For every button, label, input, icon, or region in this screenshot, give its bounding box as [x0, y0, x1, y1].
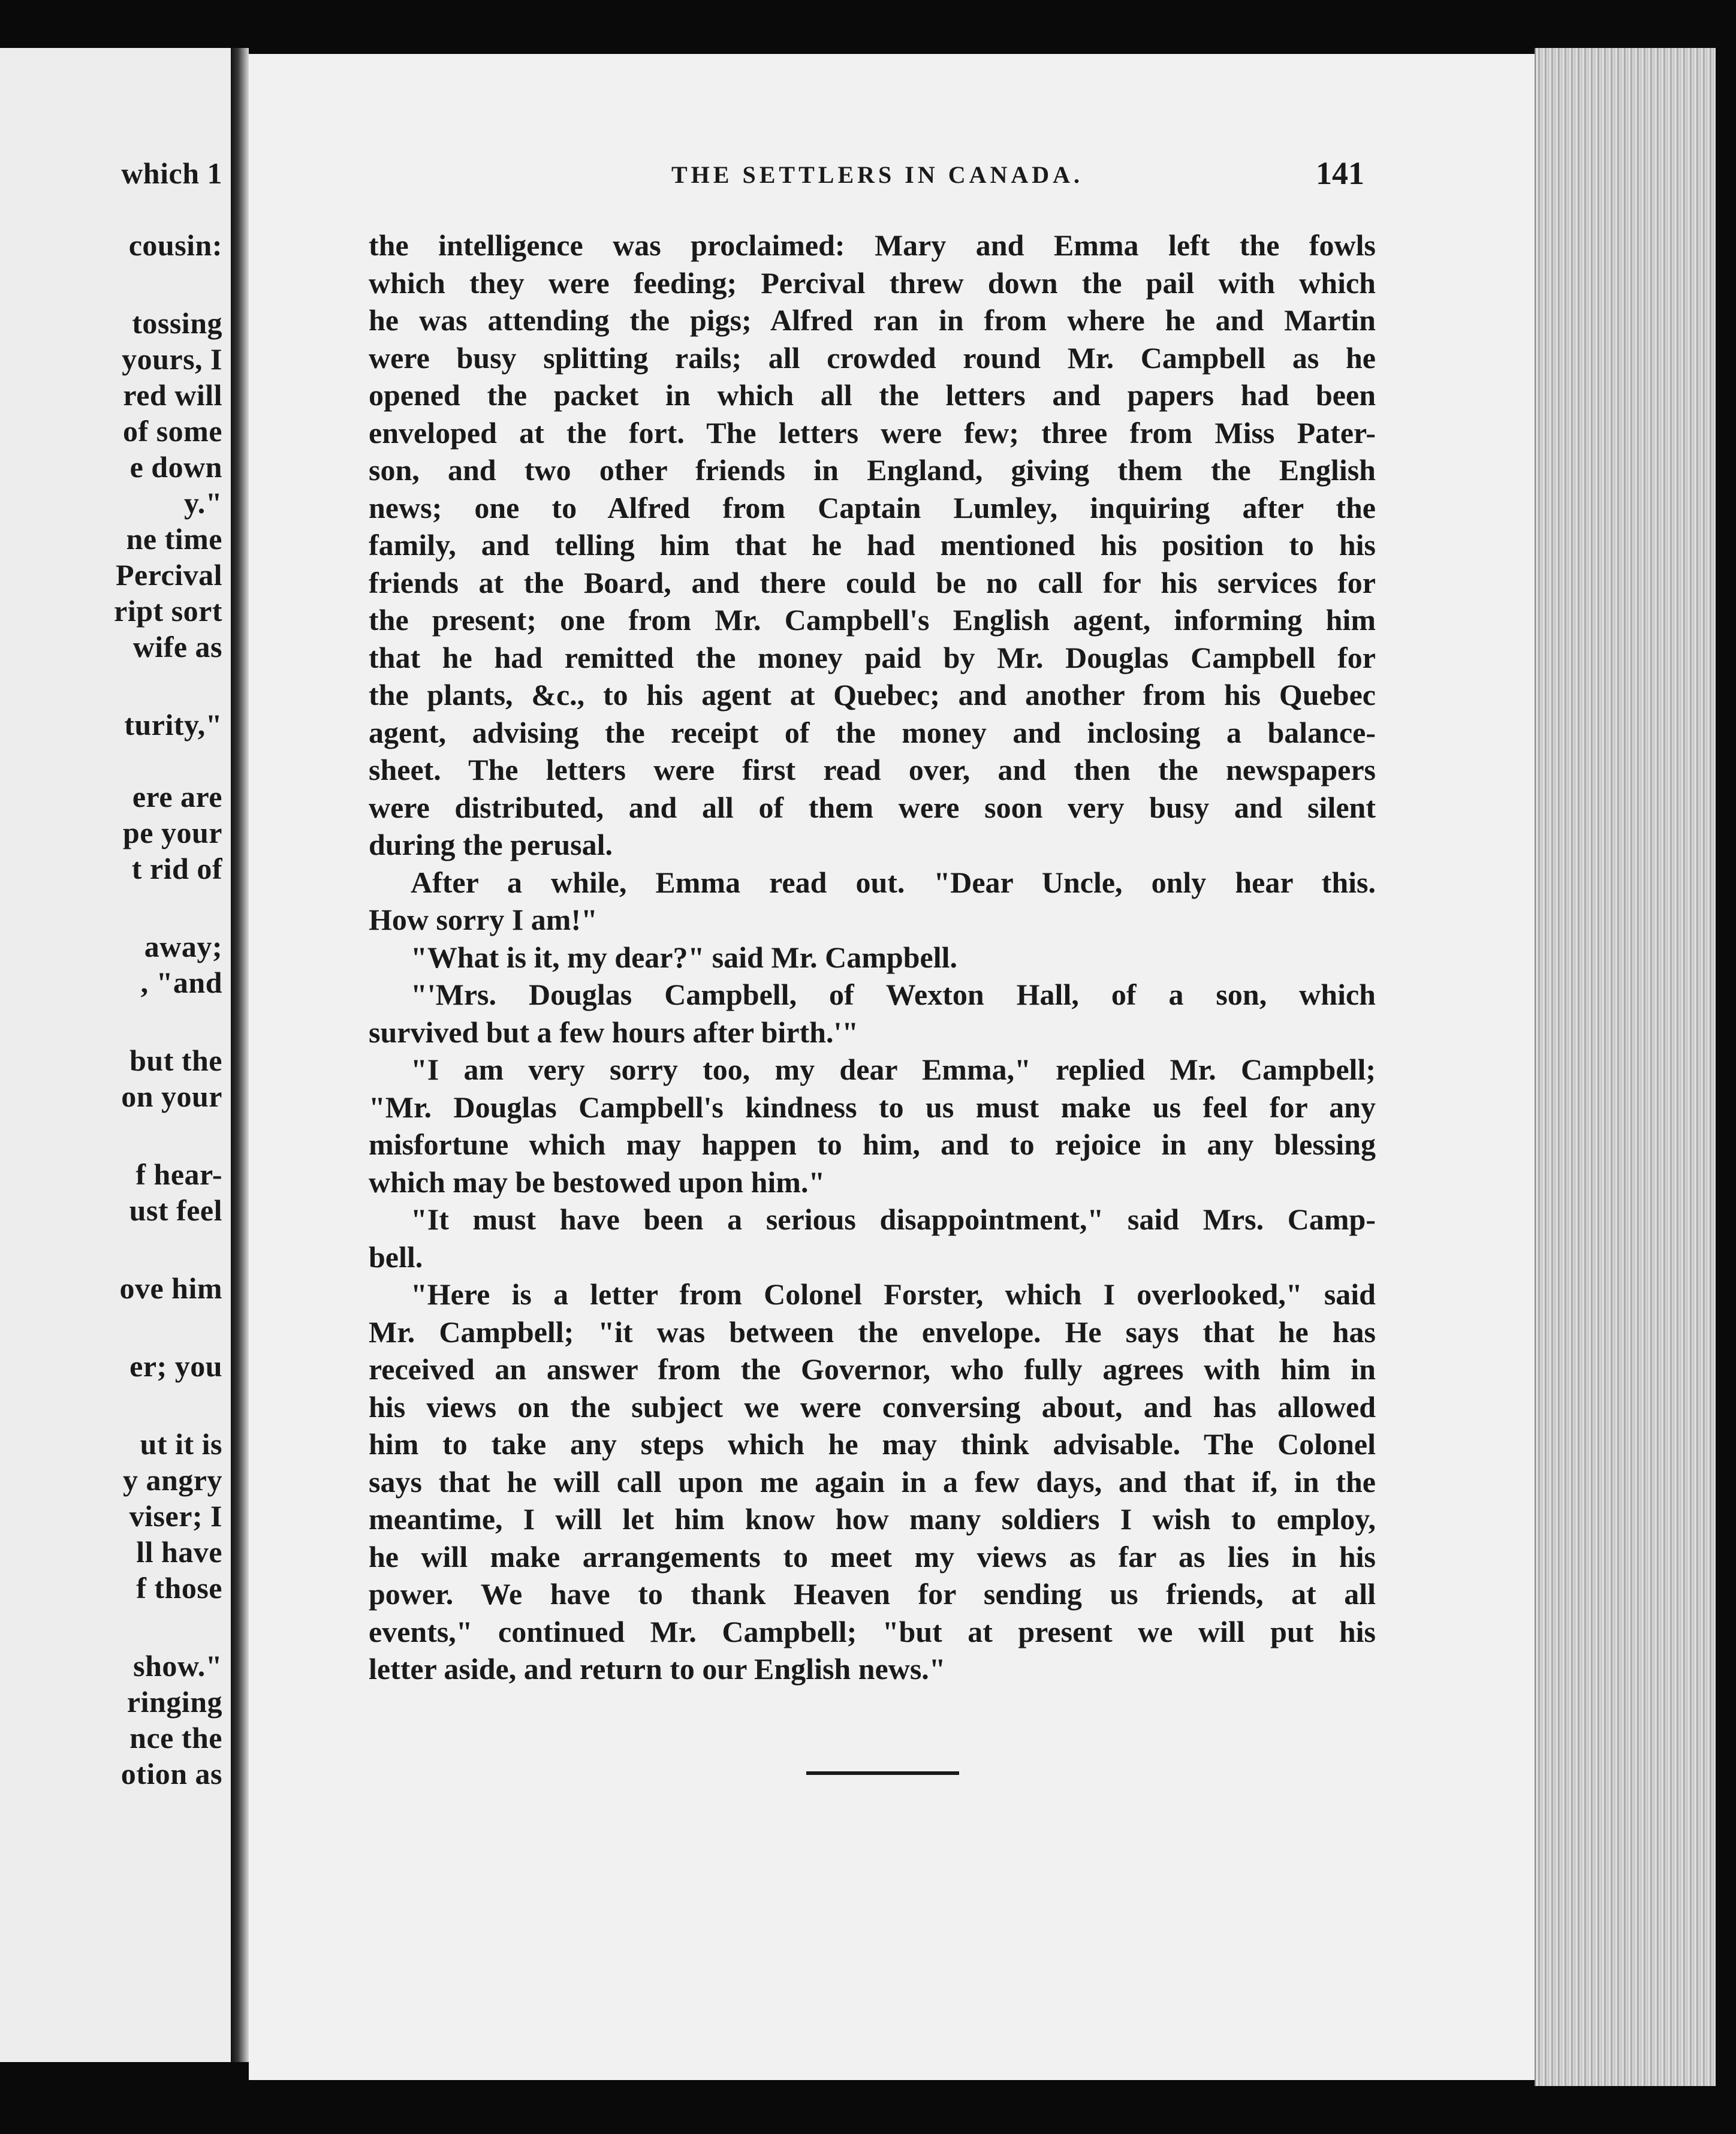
- text-line: meantime, I will let him know how many soldiers I wish to employ,: [369, 1502, 1376, 1536]
- text-line: were distributed, and all of them were soon very busy and silent: [369, 790, 1376, 824]
- running-head: THE SETTLERS IN CANADA.: [671, 161, 1084, 188]
- left-page-line: ove him: [119, 1271, 222, 1305]
- text-line: "Mr. Douglas Campbell's kindness to us must make us feel for any: [369, 1090, 1376, 1124]
- left-page-line: ringing: [126, 1685, 222, 1719]
- left-page-line: f hear-: [135, 1158, 222, 1191]
- text-line: he will make arrangements to meet my views as far as lies in his: [369, 1539, 1376, 1574]
- left-page-line: , "and: [140, 966, 222, 999]
- left-page-line: y.": [184, 486, 222, 520]
- text-line: enveloped at the fort. The letters were few; three from Miss Pater-: [369, 415, 1376, 450]
- left-page-line: otion as: [120, 1757, 222, 1791]
- left-page-line: nce the: [129, 1721, 222, 1755]
- text-line: the intelligence was proclaimed: Mary and Emma left the fowls: [369, 228, 1376, 262]
- left-page-line: f those: [136, 1571, 222, 1605]
- text-line: "'Mrs. Douglas Campbell, of Wexton Hall, of a son, which: [411, 978, 1376, 1011]
- left-page-line: of some: [123, 414, 222, 448]
- text-line: "I am very sorry too, my dear Emma," replied Mr. Campbell;: [411, 1053, 1376, 1086]
- text-line: agent, advising the receipt of the money and inclosing a balance-: [369, 715, 1376, 749]
- left-page-line: yours, I: [122, 342, 222, 376]
- left-page-line: er; you: [129, 1349, 222, 1383]
- text-line: events," continued Mr. Campbell; "but at present we will put his: [369, 1614, 1376, 1648]
- text-line: he was attending the pigs; Alfred ran in from where he and Martin: [369, 303, 1376, 337]
- text-line: during the perusal.: [369, 828, 613, 861]
- left-page-line: on your: [121, 1080, 222, 1113]
- left-page-line: ere are: [132, 780, 222, 813]
- text-line: received an answer from the Governor, who fully agrees with him in: [369, 1352, 1376, 1386]
- text-line: "What is it, my dear?" said Mr. Campbell.: [411, 940, 958, 974]
- left-page-line: Percival: [116, 558, 222, 592]
- text-line: were busy splitting rails; all crowded round Mr. Campbell as he: [369, 340, 1376, 375]
- text-line: says that he will call upon me again in a few days, and that if, in the: [369, 1464, 1376, 1499]
- text-line: power. We have to thank Heaven for sending us friends, at all: [369, 1577, 1376, 1611]
- text-line: bell.: [369, 1240, 423, 1274]
- text-line: letter aside, and return to our English news.": [369, 1652, 946, 1686]
- left-page-line: tossing: [132, 306, 222, 340]
- text-line: that he had remitted the money paid by Mr. Douglas Campbell for: [369, 640, 1376, 674]
- left-page-line: which 1: [121, 156, 222, 190]
- text-line: friends at the Board, and there could be no call for his services for: [369, 565, 1376, 599]
- left-page-line: turity,": [124, 708, 222, 742]
- text-line: survived but a few hours after birth.'": [369, 1015, 859, 1049]
- text-line: sheet. The letters were first read over, and then the newspapers: [369, 753, 1376, 786]
- text-line: "It must have been a serious disappointment," said Mrs. Camp-: [411, 1202, 1376, 1236]
- text-line: which they were feeding; Percival threw down the pail with which: [369, 266, 1376, 300]
- text-line: Mr. Campbell; "it was between the envelope. He says that he has: [369, 1315, 1376, 1349]
- left-page-line: viser; I: [129, 1499, 222, 1533]
- left-page-line: show.": [133, 1649, 222, 1683]
- text-line: misfortune which may happen to him, and to rejoice in any blessing: [369, 1128, 1376, 1161]
- body-text: [369, 227, 1376, 1688]
- text-line: his views on the subject we were conversing about, and has allowed: [369, 1389, 1376, 1424]
- facing-page-left: [0, 48, 234, 2062]
- left-page-line: ll have: [136, 1535, 222, 1569]
- left-page-line: ript sort: [114, 594, 222, 628]
- left-page-line: e down: [129, 450, 222, 484]
- book-gutter: [231, 48, 249, 2062]
- text-line: son, and two other friends in England, giving them the English: [369, 453, 1376, 487]
- page-number: 141: [1316, 155, 1364, 191]
- left-page-line: ust feel: [129, 1193, 222, 1227]
- left-page-line: t rid of: [131, 852, 222, 885]
- text-line: the present; one from Mr. Campbell's English agent, informing him: [369, 603, 1376, 637]
- text-line: "Here is a letter from Colonel Forster, which I overlooked," said: [411, 1277, 1376, 1311]
- chapter-end-rule: [806, 1771, 959, 1775]
- text-line: the plants, &c., to his agent at Quebec; and another from his Quebec: [369, 678, 1376, 712]
- left-page-line: but the: [129, 1044, 222, 1077]
- text-line: which may be bestowed upon him.": [369, 1165, 825, 1199]
- text-line: him to take any steps which he may think advisable. The Colonel: [369, 1427, 1376, 1461]
- left-page-line: ne time: [126, 522, 222, 556]
- left-page-line: pe your: [123, 816, 222, 849]
- text-line: After a while, Emma read out. "Dear Uncle, only hear this.: [411, 865, 1376, 899]
- left-page-line: red will: [123, 378, 222, 412]
- text-line: opened the packet in which all the letters and papers had been: [369, 378, 1376, 412]
- text-line: family, and telling him that he had mentioned his position to his: [369, 528, 1376, 562]
- text-line: How sorry I am!": [369, 903, 598, 936]
- left-page-line: away;: [144, 930, 222, 963]
- left-page-line: wife as: [132, 630, 222, 664]
- left-page-line: cousin:: [128, 228, 222, 262]
- text-line: news; one to Alfred from Captain Lumley, inquiring after the: [369, 490, 1376, 525]
- left-page-line: y angry: [123, 1463, 222, 1497]
- left-page-line: ut it is: [140, 1427, 222, 1461]
- page-edges: [1535, 48, 1716, 2086]
